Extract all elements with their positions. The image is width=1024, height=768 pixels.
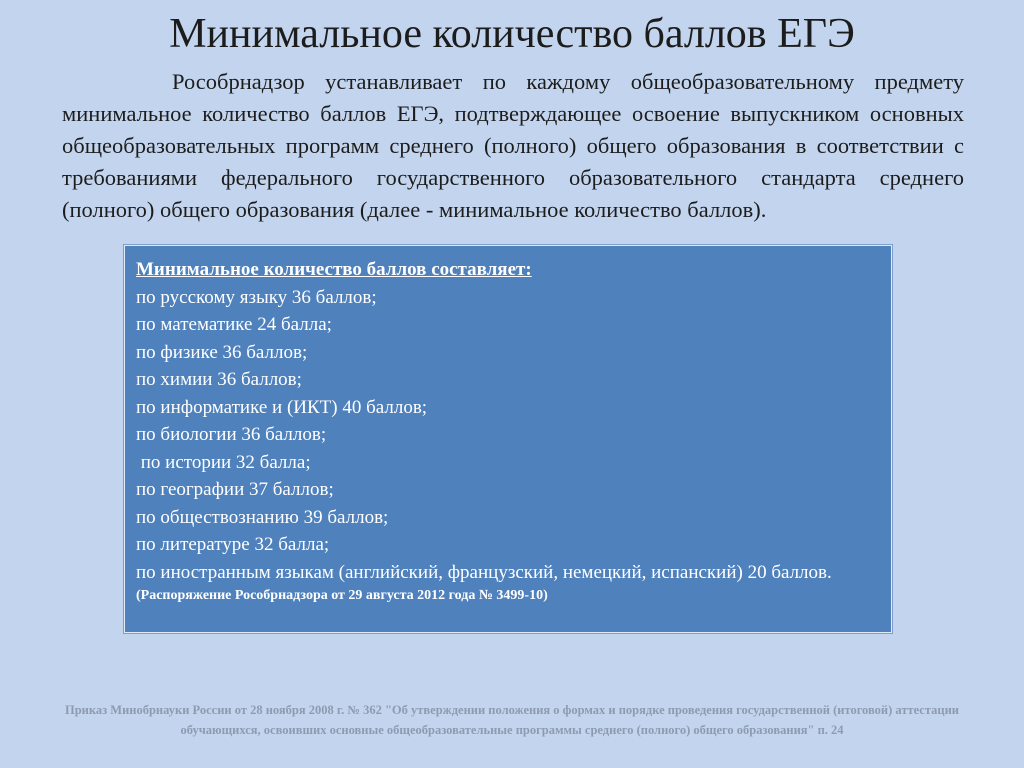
- minimum-scores-box: [124, 245, 892, 633]
- list-item-russian: по русскому языку 36 баллов;: [136, 286, 377, 308]
- slide-title: Минимальное количество баллов ЕГЭ: [169, 11, 855, 57]
- list-item-social-studies: по обществознанию 39 баллов;: [136, 506, 389, 528]
- list-item-biology: по биологии 36 баллов;: [136, 424, 327, 445]
- minimum-scores-heading: Минимальное количество баллов составляет:: [136, 259, 532, 280]
- list-item-physics: по физике 36 баллов;: [136, 341, 308, 363]
- footnote: Приказ Минобрнауки России от 28 ноября 2008 г. № 362 "Об утверждении положения о формах и порядке проведения государственной (итоговой) аттестации обучающихся, освоивших основные общеобразовательные программы среднего (полного) общего образования" п. 24: [64, 703, 960, 737]
- list-item-history: по истории 32 балла;: [136, 451, 311, 473]
- minimum-scores-list: [136, 284, 880, 587]
- intro-paragraph: Рособрнадзор устанавливает по каждому общеобразовательному предмету минимальное количество баллов ЕГЭ, подтверждающее освоение выпускником основных общеобразовательных программ среднего (полного) общего образования в соответствии с требованиями федерального государственного образовательного стандарта среднего (полного) общего образования (далее - минимальное количество баллов).: [62, 69, 964, 222]
- list-item-math: по математике 24 балла;: [136, 314, 332, 335]
- list-item-literature: по литературе 32 балла;: [136, 534, 330, 555]
- list-item-foreign-languages: по иностранным языкам (английский, французский, немецкий, испанский) 20 баллов.: [136, 561, 832, 583]
- list-item-chemistry: по химии 36 баллов;: [136, 369, 302, 390]
- source-reference: (Распоряжение Рособрнадзора от 29 августа 2012 года № 3499-10): [136, 588, 548, 603]
- list-item-informatics: по информатике и (ИКТ) 40 баллов;: [136, 396, 428, 418]
- list-item-geography: по географии 37 баллов;: [136, 479, 334, 500]
